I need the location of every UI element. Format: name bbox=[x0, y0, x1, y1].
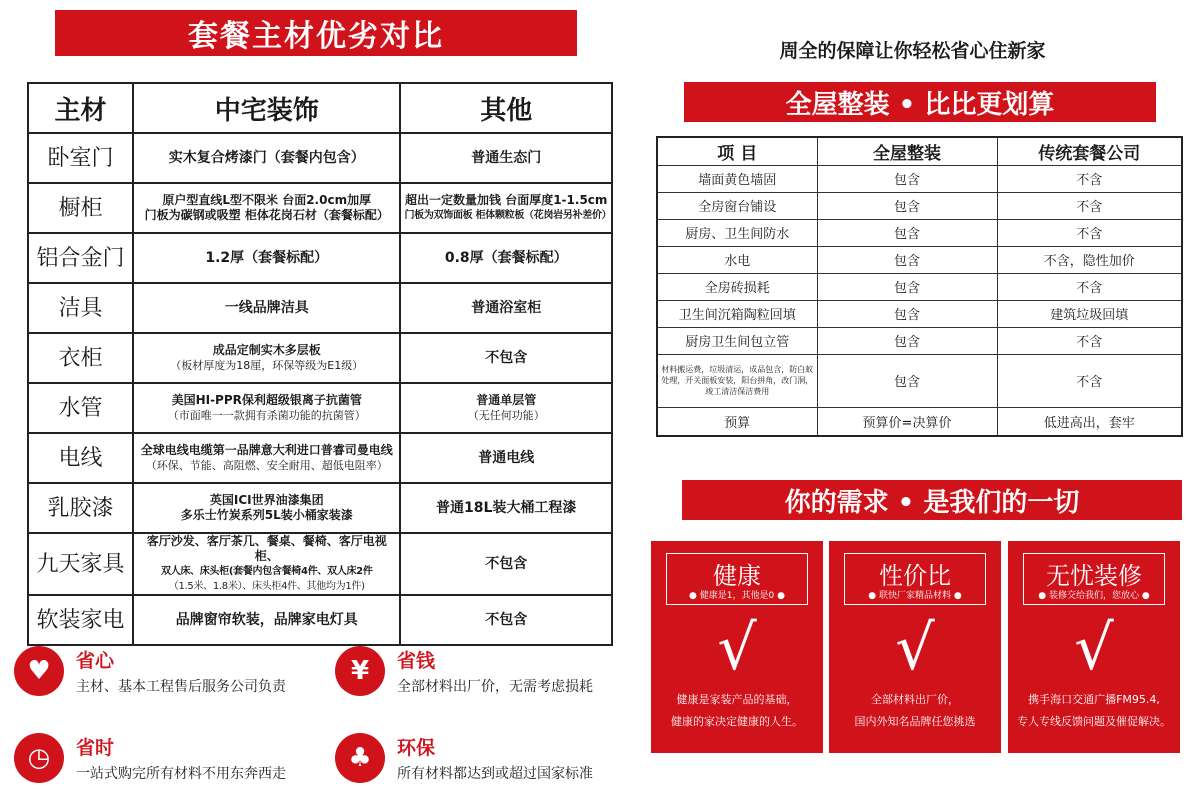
table-row bbox=[28, 483, 612, 533]
row-full-package: 包含 bbox=[817, 354, 997, 407]
table-row bbox=[657, 273, 1182, 300]
table-row bbox=[28, 183, 612, 233]
row-item-name: 卧室门 bbox=[28, 133, 133, 183]
card-title-box bbox=[1023, 553, 1165, 605]
row-item-name: 九天家具 bbox=[28, 533, 133, 595]
cell-line: 客厅沙发、客厅茶几、餐桌、餐椅、客厅电视柜、 bbox=[146, 534, 387, 563]
card-desc-line: 国内外知名品牌任您挑选 bbox=[854, 715, 976, 728]
card-subtitle: ● 联快厂家精品材料 ● bbox=[868, 591, 962, 601]
row-item-name: 乳胶漆 bbox=[28, 483, 133, 533]
table-row bbox=[657, 246, 1182, 273]
row-item-name: 衣柜 bbox=[28, 333, 133, 383]
benefit-desc: 所有材料都达到或超过国家标准 bbox=[397, 766, 593, 782]
feature-card bbox=[651, 541, 823, 753]
left-title: 套餐主材优劣对比 bbox=[55, 10, 577, 56]
card-description bbox=[829, 689, 1001, 733]
card-title-box bbox=[666, 553, 808, 605]
card-desc-line: 健康的家决定健康的人生。 bbox=[671, 715, 803, 728]
cell-line: 普通18L装大桶工程漆 bbox=[436, 499, 577, 516]
row-ours-cell bbox=[133, 283, 400, 333]
cell-line: 不包含 bbox=[485, 611, 528, 628]
row-ours-cell bbox=[133, 483, 400, 533]
cell-line: 美国HI-PPR保利超级银离子抗菌管 bbox=[171, 393, 362, 407]
card-description bbox=[1008, 689, 1180, 733]
table-header-row bbox=[657, 137, 1182, 165]
cell-line: （板材厚度为18厘，环保等级为E1级） bbox=[170, 359, 364, 372]
row-project: 厨房、卫生间防水 bbox=[657, 219, 817, 246]
row-project: 预算 bbox=[657, 407, 817, 436]
header-other: 其他 bbox=[400, 83, 612, 133]
cell-line: 一线品牌洁具 bbox=[224, 299, 309, 316]
feature-card bbox=[1008, 541, 1180, 753]
row-other-cell bbox=[400, 383, 612, 433]
table-row bbox=[28, 595, 612, 645]
row-project: 水电 bbox=[657, 246, 817, 273]
benefit-title: 省心 bbox=[76, 650, 115, 672]
card-desc-line: 全部材料出厂价， bbox=[871, 693, 959, 706]
row-ours-cell bbox=[133, 595, 400, 645]
checkmark-icon: √ bbox=[717, 611, 757, 684]
row-traditional: 不含 bbox=[997, 219, 1182, 246]
cell-line: 0.8厚（套餐标配） bbox=[444, 249, 568, 266]
row-traditional: 不含 bbox=[997, 327, 1182, 354]
checkmark-icon: √ bbox=[895, 611, 935, 684]
card-description bbox=[651, 689, 823, 733]
row-item-name: 洁具 bbox=[28, 283, 133, 333]
benefit-title: 省时 bbox=[76, 737, 115, 759]
row-other-cell bbox=[400, 483, 612, 533]
card-title: 健康 bbox=[713, 562, 761, 590]
row-project: 材料搬运费，垃圾清运，成品包含，防白蚁处理，开关面板安装，阳台拼角，改门洞，竣工清洁保洁费用 bbox=[657, 354, 817, 407]
row-item-name: 橱柜 bbox=[28, 183, 133, 233]
row-other-cell bbox=[400, 333, 612, 383]
row-ours-cell bbox=[133, 533, 400, 595]
table-row bbox=[28, 133, 612, 183]
table-row bbox=[657, 354, 1182, 407]
card-title: 无忧装修 bbox=[1046, 562, 1142, 590]
card-title-box bbox=[844, 553, 986, 605]
row-item-name: 软装家电 bbox=[28, 595, 133, 645]
row-project: 厨房卫生间包立管 bbox=[657, 327, 817, 354]
table-row bbox=[28, 433, 612, 483]
table-header-row bbox=[28, 83, 612, 133]
table-row bbox=[28, 383, 612, 433]
row-full-package: 包含 bbox=[817, 246, 997, 273]
row-project: 全房窗台铺设 bbox=[657, 192, 817, 219]
row-full-package: 包含 bbox=[817, 327, 997, 354]
cell-line: （无任何功能） bbox=[467, 409, 545, 422]
row-ours-cell bbox=[133, 383, 400, 433]
benefit-desc: 全部材料出厂价，无需考虑损耗 bbox=[397, 679, 593, 695]
cell-line: 普通生态门 bbox=[471, 149, 542, 166]
card-desc-line: 专人专线反馈问题及催促解决。 bbox=[1017, 715, 1171, 728]
cell-line: 品牌窗帘软装，品牌家电灯具 bbox=[175, 611, 358, 628]
cell-line: 不包含 bbox=[485, 349, 528, 366]
benefit-desc: 主材、基本工程售后服务公司负责 bbox=[76, 679, 286, 695]
row-full-package: 包含 bbox=[817, 300, 997, 327]
row-ours-cell bbox=[133, 233, 400, 283]
header-traditional: 传统套餐公司 bbox=[997, 137, 1182, 165]
header-ours: 中宅装饰 bbox=[133, 83, 400, 133]
table-row bbox=[657, 327, 1182, 354]
banner-your-needs: 你的需求 • 是我们的一切 bbox=[682, 480, 1182, 520]
package-comparison-table bbox=[656, 136, 1183, 437]
cell-line: 超出一定数量加钱 台面厚度1-1.5cm bbox=[405, 193, 608, 207]
table-row bbox=[28, 533, 612, 595]
row-ours-cell bbox=[133, 433, 400, 483]
table-row bbox=[657, 192, 1182, 219]
table-row bbox=[28, 333, 612, 383]
cell-line: （市面唯一一款拥有杀菌功能的抗菌管） bbox=[167, 409, 366, 422]
row-traditional: 不含 bbox=[997, 354, 1182, 407]
card-desc-line: 健康是家装产品的基础， bbox=[676, 693, 798, 706]
row-project: 墙面黄色墙固 bbox=[657, 165, 817, 192]
row-item-name: 电线 bbox=[28, 433, 133, 483]
row-other-cell bbox=[400, 433, 612, 483]
row-item-name: 水管 bbox=[28, 383, 133, 433]
cell-line: 门板为碳钢或吸塑 柜体花岗石材（套餐标配） bbox=[144, 208, 389, 222]
row-full-package: 预算价=决算价 bbox=[817, 407, 997, 436]
row-traditional: 建筑垃圾回填 bbox=[997, 300, 1182, 327]
row-full-package: 包含 bbox=[817, 192, 997, 219]
header-item: 主材 bbox=[28, 83, 133, 133]
table-row bbox=[657, 219, 1182, 246]
right-heading: 周全的保障让你轻松省心住新家 bbox=[779, 40, 1046, 62]
row-other-cell bbox=[400, 233, 612, 283]
row-ours-cell bbox=[133, 183, 400, 233]
heart-hand-icon: ♥ bbox=[14, 646, 64, 696]
row-ours-cell bbox=[133, 133, 400, 183]
row-traditional: 不含 bbox=[997, 273, 1182, 300]
card-subtitle: ● 健康是1，其他是0 ● bbox=[689, 591, 785, 601]
card-subtitle: ● 装修交给我们，您放心 ● bbox=[1038, 591, 1150, 601]
table-row bbox=[28, 233, 612, 283]
row-traditional: 不含，隐性加价 bbox=[997, 246, 1182, 273]
cell-line: 成品定制实木多层板 bbox=[212, 343, 321, 357]
cell-line: 普通电线 bbox=[478, 449, 535, 466]
row-full-package: 包含 bbox=[817, 219, 997, 246]
card-desc-line: 携手海口交通广播FM95.4, bbox=[1028, 693, 1160, 706]
cell-line: 不包含 bbox=[485, 555, 528, 572]
table-row bbox=[657, 165, 1182, 192]
cell-line: （1.5米、1.8米）、床头柜4件、其他均为1件) bbox=[168, 581, 365, 592]
tree-icon: ♣ bbox=[335, 733, 385, 783]
table-row bbox=[28, 283, 612, 333]
cell-line: 普通浴室柜 bbox=[471, 299, 542, 316]
row-other-cell bbox=[400, 595, 612, 645]
row-project: 卫生间沉箱陶粒回填 bbox=[657, 300, 817, 327]
row-other-cell bbox=[400, 133, 612, 183]
benefit-title: 环保 bbox=[397, 737, 436, 759]
checkmark-icon: √ bbox=[1074, 611, 1114, 684]
cell-line: 全球电线电缆第一品牌意大利进口普睿司曼电线 bbox=[140, 443, 393, 457]
card-title: 性价比 bbox=[879, 562, 951, 590]
cell-line: 1.2厚（套餐标配） bbox=[205, 249, 329, 266]
row-ours-cell bbox=[133, 333, 400, 383]
row-full-package: 包含 bbox=[817, 273, 997, 300]
table-row bbox=[657, 407, 1182, 436]
comparison-table bbox=[27, 82, 613, 646]
cell-line: 多乐士竹炭系列5L装小桶家装漆 bbox=[180, 508, 353, 522]
row-project: 全房砖损耗 bbox=[657, 273, 817, 300]
table-row bbox=[657, 300, 1182, 327]
row-item-name: 铝合金门 bbox=[28, 233, 133, 283]
cell-line: 双人床、床头柜(套餐内包含餐椅4件、双人床2件 bbox=[160, 566, 373, 577]
row-other-cell bbox=[400, 183, 612, 233]
row-full-package: 包含 bbox=[817, 165, 997, 192]
cell-line: 原户型直线L型不限米 台面2.0cm加厚 bbox=[162, 193, 372, 207]
cell-line: 门板为双饰面板 柜体颗粒板（花岗岩另补差价） bbox=[404, 210, 612, 221]
row-traditional: 低进高出，套牢 bbox=[997, 407, 1182, 436]
banner-full-package: 全屋整装 • 比比更划算 bbox=[684, 82, 1156, 122]
yen-icon: ¥ bbox=[335, 646, 385, 696]
comparison-table-body bbox=[28, 133, 612, 645]
benefit-desc: 一站式购完所有材料不用东奔西走 bbox=[76, 766, 286, 782]
row-traditional: 不含 bbox=[997, 192, 1182, 219]
feature-card bbox=[829, 541, 1001, 753]
header-full-package: 全屋整装 bbox=[817, 137, 997, 165]
benefit-title: 省钱 bbox=[397, 650, 436, 672]
clock-icon: ◷ bbox=[14, 733, 64, 783]
row-other-cell bbox=[400, 283, 612, 333]
cell-line: （环保、节能、高阻燃、安全耐用、超低电阻率） bbox=[145, 459, 388, 472]
cell-line: 实木复合烤漆门（套餐内包含） bbox=[168, 149, 365, 166]
header-project: 项 目 bbox=[657, 137, 817, 165]
row-traditional: 不含 bbox=[997, 165, 1182, 192]
cell-line: 普通单层管 bbox=[476, 393, 537, 407]
row-other-cell bbox=[400, 533, 612, 595]
cell-line: 英国ICI世界油漆集团 bbox=[209, 493, 324, 507]
package-table-body bbox=[657, 165, 1182, 436]
